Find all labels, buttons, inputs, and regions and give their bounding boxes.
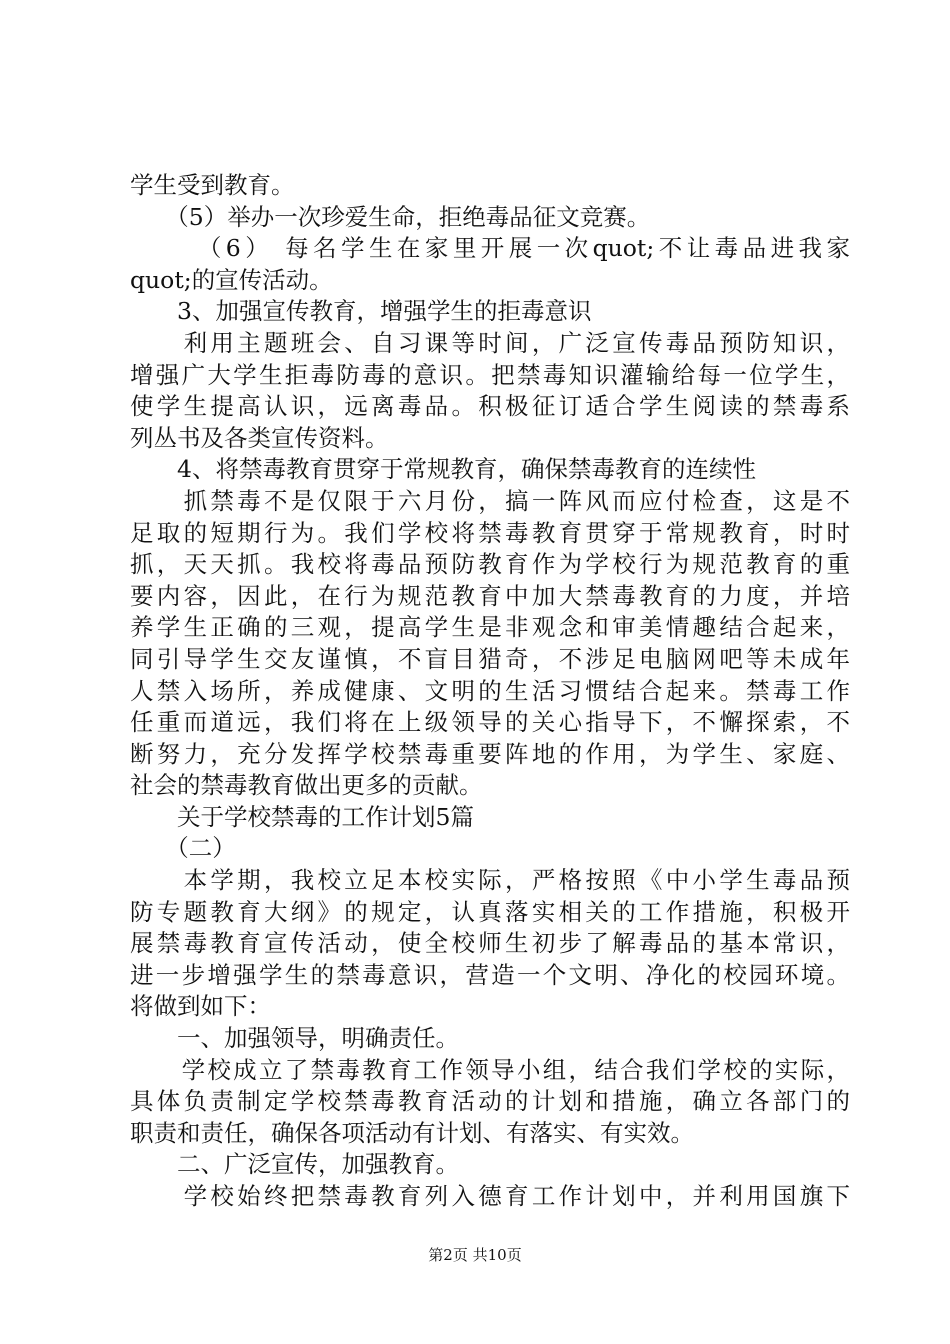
text-line: 学校始终把禁毒教育列入德育工作计划中，并利用国旗下 — [130, 1182, 850, 1210]
document-title: 关于学校禁毒的工作计划5篇 — [130, 802, 474, 831]
text-line: 职责和责任，确保各项活动有计划、有落实、有实效。 — [130, 1118, 694, 1147]
text-line: 将做到如下： — [130, 992, 271, 1021]
text-line: 学校成立了禁毒教育工作领导小组，结合我们学校的实际， — [130, 1055, 850, 1084]
text-line: 人禁入场所，养成健康、文明的生活习惯结合起来。禁毒工作 — [130, 676, 850, 705]
document-body — [130, 170, 850, 1213]
section-heading: 3、加强宣传教育，增强学生的拒毒意识 — [130, 297, 592, 326]
section-number: （二） — [130, 834, 236, 863]
text-line: （5）举办一次珍爱生命，拒绝毒品征文竞赛。 — [130, 202, 651, 231]
section-heading: 二、广泛宣传，加强教育。 — [130, 1150, 459, 1179]
section-heading: 一、加强领导，明确责任。 — [130, 1024, 459, 1053]
text-line: 本学期，我校立足本校实际，严格按照《中小学生毒品预 — [130, 866, 850, 895]
page-number-label: 第2页 共10页 — [428, 1246, 522, 1264]
text-line: 使学生提高认识，远离毒品。积极征订适合学生阅读的禁毒系 — [130, 392, 850, 421]
text-line: 列丛书及各类宣传资料。 — [130, 423, 389, 452]
section-heading: 4、将禁毒教育贯穿于常规教育，确保禁毒教育的连续性 — [130, 455, 756, 484]
page-footer — [0, 1244, 950, 1265]
text-line: 同引导学生交友谨慎，不盲目猎奇，不涉足电脑网吧等未成年 — [130, 644, 850, 673]
text-line: 利用主题班会、自习课等时间，广泛宣传毒品预防知识， — [130, 328, 850, 357]
text-line: 具体负责制定学校禁毒教育活动的计划和措施，确立各部门的 — [130, 1087, 850, 1116]
text-line: 断努力，充分发挥学校禁毒重要阵地的作用，为学生、家庭、 — [130, 739, 850, 768]
text-line: 任重而道远，我们将在上级领导的关心指导下，不懈探索，不 — [130, 708, 850, 737]
text-line: 要内容，因此，在行为规范教育中加大禁毒教育的力度，并培 — [130, 581, 850, 610]
text-line: 防专题教育大纲》的规定，认真落实相关的工作措施，积极开 — [130, 897, 850, 926]
text-line: 足取的短期行为。我们学校将禁毒教育贯穿于常规教育，时时 — [130, 518, 850, 547]
text-line: 社会的禁毒教育做出更多的贡献。 — [130, 771, 483, 800]
text-line: 增强广大学生拒毒防毒的意识。把禁毒知识灌输给每一位学生， — [130, 360, 850, 389]
text-line: 抓，天天抓。我校将毒品预防教育作为学校行为规范教育的重 — [130, 550, 850, 579]
text-line: 展禁毒教育宣传活动，使全校师生初步了解毒品的基本常识， — [130, 929, 850, 958]
text-line: （6） 每名学生在家里开展一次quot;不让毒品进我家 — [130, 234, 850, 263]
text-line: quot;的宣传活动。 — [130, 265, 333, 294]
text-line: 养学生正确的三观，提高学生是非观念和审美情趣结合起来， — [130, 613, 850, 642]
text-line: 进一步增强学生的禁毒意识，营造一个文明、净化的校园环境。 — [130, 960, 850, 989]
text-line: 抓禁毒不是仅限于六月份，搞一阵风而应付检查，这是不 — [130, 486, 850, 515]
text-line: 学生受到教育。 — [130, 171, 295, 199]
